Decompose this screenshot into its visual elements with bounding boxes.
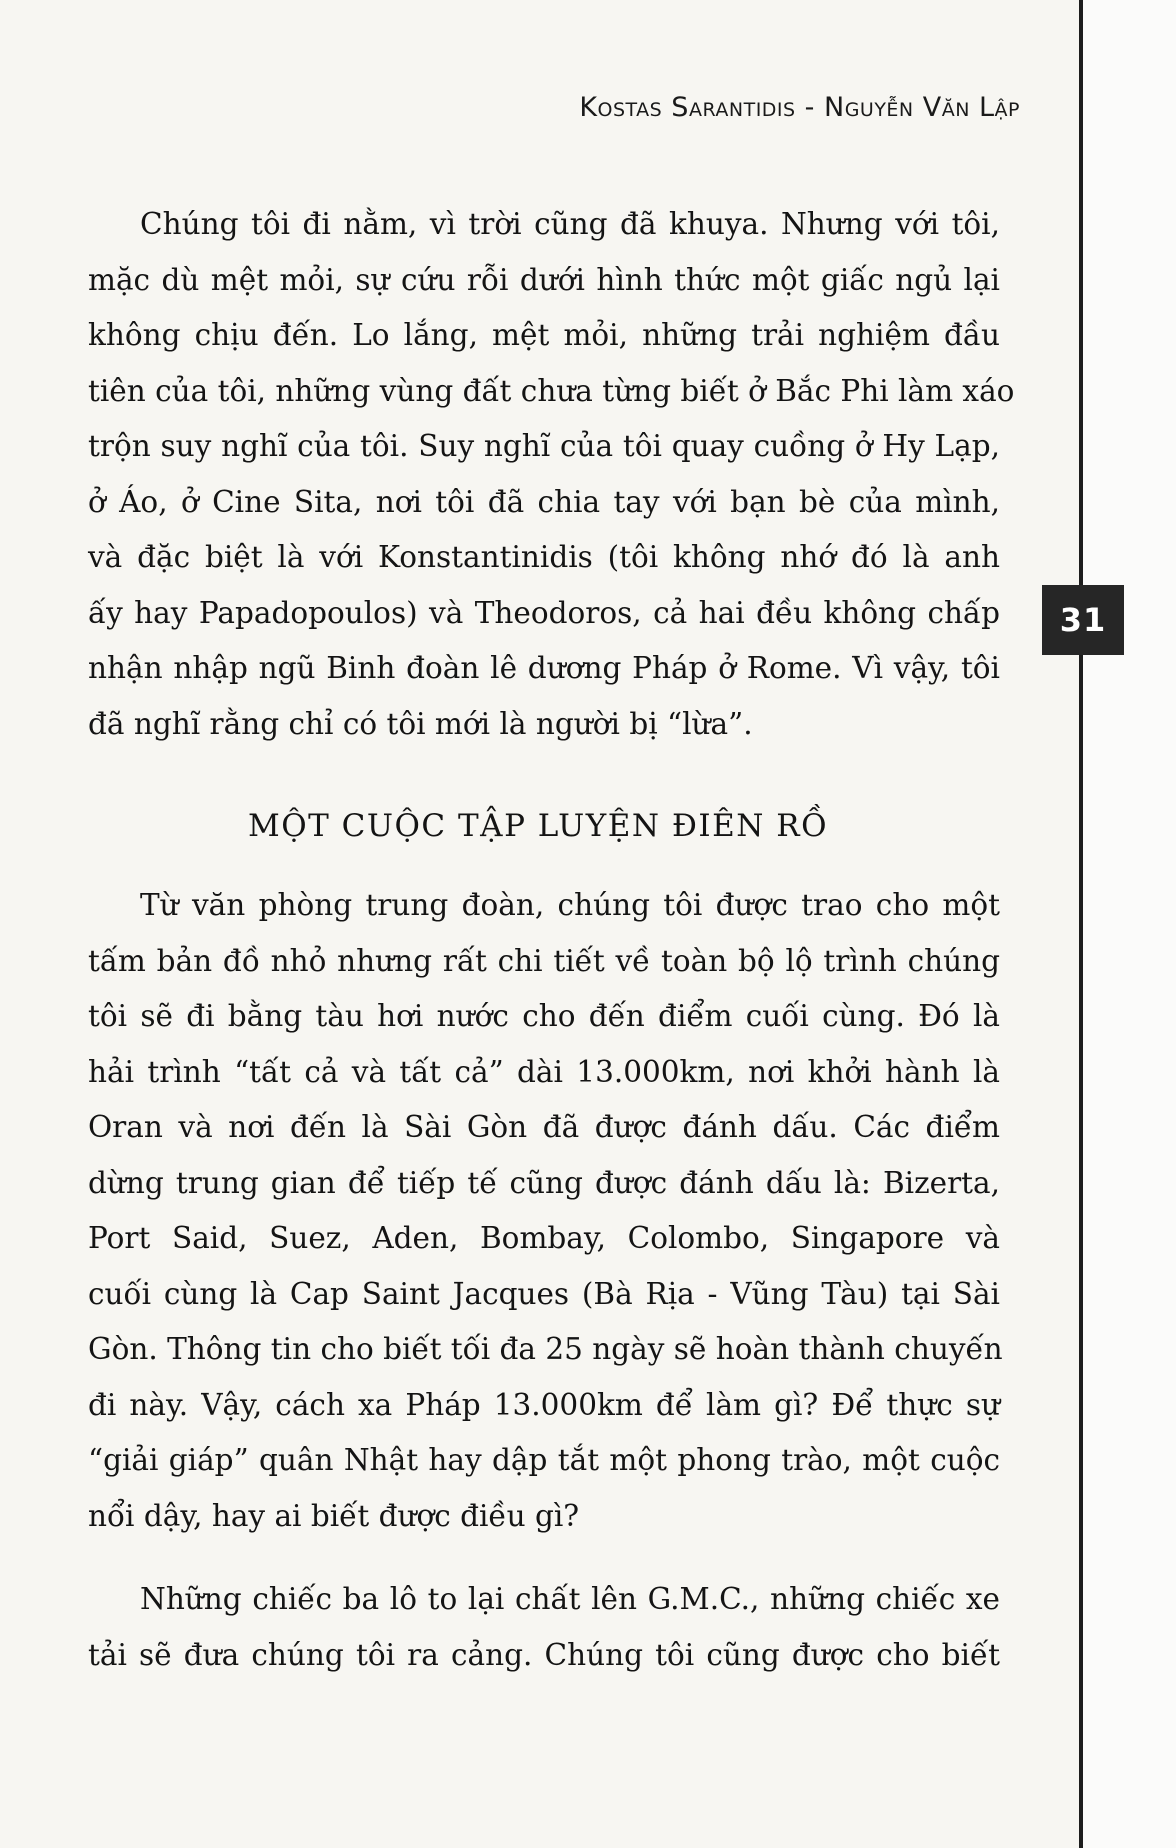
page-number-tab [1042, 585, 1124, 655]
text-line: và đặc biệt là với Konstantinidis (tôi không nhớ đó là anh [88, 540, 1000, 574]
text-line: đã nghĩ rằng chỉ có tôi mới là người bị “lừa”. [88, 706, 753, 741]
page-number: 31 [1059, 601, 1107, 639]
paragraph-1 [88, 197, 1015, 752]
text-line: dừng trung gian để tiếp tế cũng được đánh dấu là: Bizerta, [88, 1165, 1000, 1200]
text-line: trộn suy nghĩ của tôi. Suy nghĩ của tôi quay cuồng ở Hy Lạp, [88, 429, 1000, 463]
text-line: đi này. Vậy, cách xa Pháp 13.000km để làm gì? Để thực sự [88, 1387, 1000, 1422]
text-line: hải trình “tất cả và tất cả” dài 13.000km, nơi khởi hành là [88, 1054, 1000, 1089]
running-header: Kostas Sarantidis - Nguyễn Văn Lập [579, 92, 1020, 123]
page-edge-line [1079, 0, 1083, 1848]
text-line: Gòn. Thông tin cho biết tối đa 25 ngày sẽ hoàn thành chuyến [88, 1332, 1003, 1366]
text-line: “giải giáp” quân Nhật hay dập tắt một phong trào, một cuộc [88, 1443, 1000, 1477]
text-line: ấy hay Papadopoulos) và Theodoros, cả hai đều không chấp [88, 595, 1000, 630]
text-line: tiên của tôi, những vùng đất chưa từng biết ở Bắc Phi làm xáo [88, 373, 1015, 408]
text-line: Oran và nơi đến là Sài Gòn đã được đánh dấu. Các điểm [88, 1110, 1000, 1144]
text-line: Chúng tôi đi nằm, vì trời cũng đã khuya. Nhưng với tôi, [140, 207, 1000, 241]
text-line: Những chiếc ba lô to lại chất lên G.M.C., những chiếc xe [140, 1582, 1000, 1616]
paragraph-2 [88, 878, 1003, 1544]
text-line: Port Said, Suez, Aden, Bombay, Colombo, Singapore và [88, 1221, 1000, 1255]
text-line: cuối cùng là Cap Saint Jacques (Bà Rịa - Vũng Tàu) tại Sài [88, 1276, 1000, 1311]
text-line: mặc dù mệt mỏi, sự cứu rỗi dưới hình thức một giấc ngủ lại [88, 262, 1000, 297]
section-heading: MỘT CUỘC TẬP LUYỆN ĐIÊN RỒ [247, 808, 829, 844]
page-margin [1083, 0, 1176, 1848]
paragraph-3 [88, 1572, 1000, 1683]
text-line: ở Áo, ở Cine Sita, nơi tôi đã chia tay với bạn bè của mình, [88, 484, 1000, 519]
text-line: tấm bản đồ nhỏ nhưng rất chi tiết về toàn bộ lộ trình chúng [88, 943, 1000, 978]
text-line: tôi sẽ đi bằng tàu hơi nước cho đến điểm cuối cùng. Đó là [88, 999, 1000, 1033]
text-line: tải sẽ đưa chúng tôi ra cảng. Chúng tôi cũng được cho biết [88, 1637, 1000, 1672]
text-line: không chịu đến. Lo lắng, mệt mỏi, những trải nghiệm đầu [88, 318, 1000, 352]
text-line: nổi dậy, hay ai biết được điều gì? [88, 1498, 580, 1533]
text-line: nhận nhập ngũ Binh đoàn lê dương Pháp ở Rome. Vì vậy, tôi [88, 651, 1000, 685]
text-line: Từ văn phòng trung đoàn, chúng tôi được trao cho một [140, 888, 1000, 922]
